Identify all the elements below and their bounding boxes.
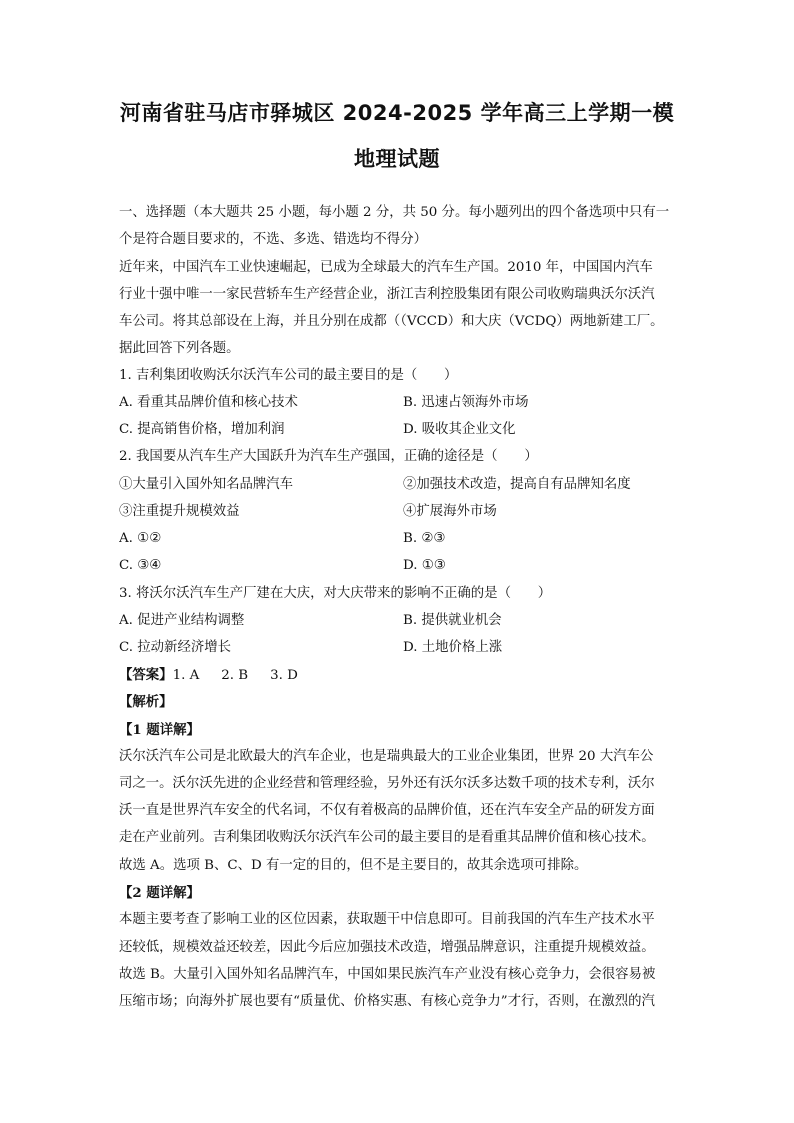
question-1-stem: 1. 吉利集团收购沃尔沃汽车公司的最主要目的是（ ） <box>119 368 458 383</box>
question-3-stem: 3. 将沃尔沃汽车生产厂建在大庆，对大庆带来的影响不正确的是（ ） <box>119 586 552 601</box>
analysis-q2-line-3: 故选 B。大量引入国外知名品牌汽车，中国如果民族汽车产业没有核心竞争力，会很容易被 <box>119 967 656 982</box>
question-1-option-c: C. 提高销售价格，增加利润 <box>119 422 285 437</box>
page-subtitle: 地理试题 <box>354 147 440 171</box>
question-2-statement-4: ④扩展海外市场 <box>403 504 497 519</box>
analysis-q1-line-3: 沃一直是世界汽车安全的代名词，不仅有着极高的品牌价值，还在汽车安全产品的研发方面 <box>119 803 655 818</box>
question-1-option-a: A. 看重其品牌价值和核心技术 <box>119 395 298 410</box>
question-2-statement-2: ②加强技术改造，提高自有品牌知名度 <box>403 477 631 492</box>
question-2-option-a: A. ①② <box>119 531 162 546</box>
question-2-statement-3: ③注重提升规模效益 <box>119 504 240 519</box>
page-title: 河南省驻马店市驿城区 2024-2025 学年高三上学期一模 <box>119 101 675 125</box>
analysis-q2-line-1: 本题主要考查了影响工业的区位因素，获取题干中信息即可。目前我国的汽车生产技术水平 <box>119 912 655 927</box>
question-3-option-d: D. 土地价格上涨 <box>403 640 503 655</box>
passage-line-1: 近年来，中国汽车工业快速崛起，已成为全球最大的汽车生产国。2010 年，中国国内汽车 <box>119 260 653 275</box>
analysis-q1-line-2: 司之一。沃尔沃先进的企业经营和管理经验，另外还有沃尔沃多达数千项的技术专利，沃尔 <box>119 776 655 791</box>
question-2-option-b: B. ②③ <box>403 531 446 546</box>
analysis-q2-label: 【2 题详解】 <box>119 885 200 901</box>
answer-label: 【答案】 <box>119 667 173 683</box>
question-2-option-d: D. ①③ <box>403 558 446 573</box>
question-3-option-b: B. 提供就业机会 <box>403 613 502 628</box>
question-1-option-b: B. 迅速占领海外市场 <box>403 395 529 410</box>
answer-key <box>119 665 689 686</box>
analysis-q1-line-5: 故选 A。选项 B、C、D 有一定的目的，但不是主要目的，故其余选项可排除。 <box>119 858 588 873</box>
question-3-option-a: A. 促进产业结构调整 <box>119 613 245 628</box>
passage-line-3: 车公司。将其总部设在上海，并且分别在成都（（VCCD）和大庆（VCDQ）两地新建工厂。 <box>119 314 664 329</box>
analysis-q1-line-1: 沃尔沃汽车公司是北欧最大的汽车企业，也是瑞典最大的工业企业集团，世界 20 大汽车公 <box>119 749 654 764</box>
passage-line-4: 据此回答下列各题。 <box>119 341 240 356</box>
question-3-option-c: C. 拉动新经济增长 <box>119 640 232 655</box>
question-2-option-c: C. ③④ <box>119 558 162 573</box>
section-heading-line-1: 一、选择题（本大题共 25 小题，每小题 2 分，共 50 分。每小题列出的四个备选项中只有一 <box>119 205 670 220</box>
analysis-label: 【解析】 <box>119 694 173 710</box>
analysis-q1-label: 【1 题详解】 <box>119 722 200 738</box>
question-2-stem: 2. 我国要从汽车生产大国跃升为汽车生产强国，正确的途径是（ ） <box>119 449 538 464</box>
passage-line-2: 行业十强中唯一一家民营轿车生产经营企业，浙江吉利控股集团有限公司收购瑞典沃尔沃汽 <box>119 287 655 302</box>
question-1-option-d: D. 吸收其企业文化 <box>403 422 516 437</box>
answer-3: 3. D <box>270 668 298 683</box>
analysis-q1-line-4: 走在产业前列。吉利集团收购沃尔沃汽车公司的最主要目的是看重其品牌价值和核心技术。 <box>119 830 655 845</box>
section-heading-line-2: 个是符合题目要求的，不选、多选、错选均不得分） <box>119 232 427 247</box>
question-2-statement-1: ①大量引入国外知名品牌汽车 <box>119 477 294 492</box>
analysis-q2-line-4: 压缩市场；向海外扩展也要有“质量优、价格实惠、有核心竞争力”才行，否则，在激烈的汽 <box>119 994 655 1009</box>
answer-1: 1. A <box>172 668 200 683</box>
analysis-q2-line-2: 还较低，规模效益还较差，因此今后应加强技术改造，增强品牌意识，注重提升规模效益。 <box>119 940 655 955</box>
answer-2: 2. B <box>221 668 249 683</box>
